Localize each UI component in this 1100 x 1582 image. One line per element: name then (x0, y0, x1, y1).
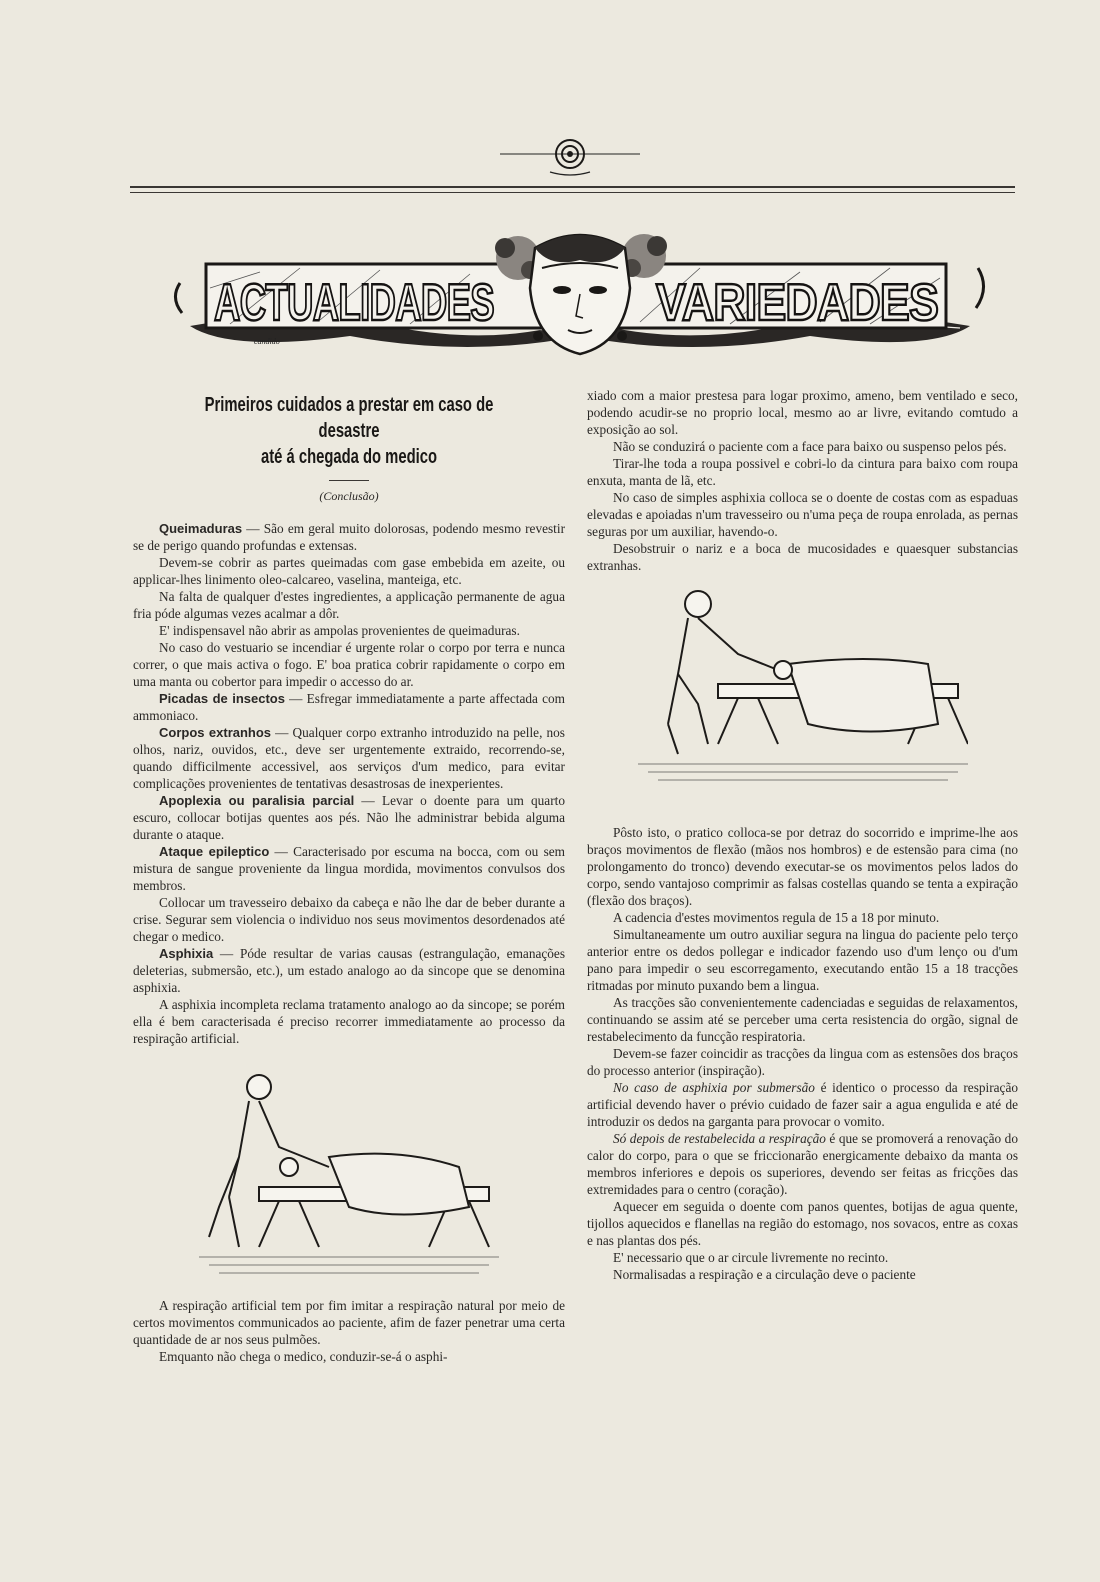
paragraph (587, 540, 1018, 574)
left-paragraphs-after-figure (133, 1297, 565, 1365)
paragraph (587, 1249, 1018, 1266)
paragraph (133, 588, 565, 622)
header-rule (130, 186, 1015, 188)
paragraph-italic: No caso de asphixia por submersão (613, 1080, 815, 1095)
paragraph-lead: Queimaduras (159, 521, 243, 536)
article-title-line-1: Primeiros cuidados a prestar em caso de desastre (204, 394, 494, 442)
paragraph-text: — Esfregar immediatamente a parte affectada com ammoniaco. (133, 691, 565, 723)
paragraph (587, 438, 1018, 455)
paragraph-text: Desobstruir o nariz e a boca de mucosidades e quaesquer substancias extranhas. (587, 541, 1018, 573)
title-divider (329, 480, 369, 481)
masthead-logo (480, 132, 660, 180)
paragraph-text: — Qualquer corpo extranho introduzido na pelle, nos olhos, nariz, ouvidos, etc., deve ser urgentemente extraido, recorrendo-se, quando difficilmente accessivel, aos serviços d'um medico, para evitar complicações provenientes de tentativas desastrosas de inexperientes. (133, 725, 565, 791)
paragraph (133, 843, 565, 894)
paragraph-text: xiado com a maior prestesa para logar proximo, ameno, bem ventilado e seco, podendo acudir-se no proprio local, mesmo ao ar livre, evitando comtudo a exposição ao sol. (587, 388, 1018, 437)
paragraph-text: Não se conduzirá o paciente com a face para baixo ou suspenso pelos pés. (613, 439, 1007, 454)
paragraph-text: Emquanto não chega o medico, conduzir-se-á o asphi- (159, 1349, 448, 1364)
paragraph-text: A asphixia incompleta reclama tratamento analogo ao da sincope; se porém ella é bem caracterisada é preciso recorrer immediatamente ao processo da respiração artificial. (133, 997, 565, 1046)
article-title (189, 392, 509, 470)
article-column-left (133, 392, 565, 1365)
paragraph (587, 1130, 1018, 1198)
figure-artificial-respiration-1 (199, 1047, 499, 1297)
paragraph-text: Collocar um travesseiro debaixo da cabeça e não lhe dar de beber durante a crise. Segurar sem violencia o individuo nos seus movimentos desordenados até chegar o medico. (133, 895, 565, 944)
paragraph-lead: Ataque epileptico (159, 844, 270, 859)
paragraph (587, 994, 1018, 1045)
paragraph-text: Pôsto isto, o pratico colloca-se por detraz do socorrido e imprime-lhe aos braços movimentos de flexão (mãos nos hombros) e de estensão para cima (no prolongamento do tronco) devendo executar-se os movimentos pelos lados do corpo, sendo vantajoso comprimir as falsas costellas quando se tenta a expiração (flexão dos braços). (587, 825, 1018, 908)
paragraph-lead: Picadas de insectos (159, 691, 285, 706)
paragraph (587, 926, 1018, 994)
paragraph (133, 554, 565, 588)
paragraph-text: é identico o processo da respiração artificial devendo haver o prévio cuidado de fazer sair a agua engulida e até de introduzir os dedos na garganta para provocar o vomito. (587, 1080, 1018, 1129)
paragraph-text: Devem-se fazer coincidir as tracções da lingua com as estensões dos braços do processo anterior (inspiração). (587, 1046, 1018, 1078)
paragraph (133, 724, 565, 792)
banner-right-word: VARIEDADES (656, 274, 938, 332)
paragraph-lead: Asphixia (159, 946, 214, 961)
article-column-right (587, 387, 1018, 1283)
paragraph-text: No caso de simples asphixia colloca se o doente de costas com as espaduas elevadas e apoiadas n'um travesseiro ou n'uma peça de roupa enrolada, as pernas seguras por um auxiliar, havendo-o. (587, 490, 1018, 539)
paragraph-text: No caso do vestuario se incendiar é urgente rolar o corpo por terra e nunca correr, o que mais activa o fogo. E' boa pratica cobrir rapidamente o corpo em uma manta ou cobertor para impedir o accesso do ar. (133, 640, 565, 689)
paragraph (587, 1079, 1018, 1130)
paragraph (587, 489, 1018, 540)
paragraph-text: A cadencia d'estes movimentos regula de 15 a 18 por minuto. (613, 910, 940, 925)
section-banner (170, 228, 990, 360)
paragraph-text: As tracções são convenientemente cadenciadas e seguidas de relaxamentos, continuando se assim até se perceber uma certa resistencia do orgão, signal de restabelecimento da funcção respiratoria. (587, 995, 1018, 1044)
paragraph-text: Aquecer em seguida o doente com panos quentes, botijas de agua quente, tijollos aquecidos e flanellas na região do estomago, nos sovacos, entre as coxas e nas plantas dos pés. (587, 1199, 1018, 1248)
left-paragraphs (133, 520, 565, 1047)
paragraph (133, 690, 565, 724)
article-title-line-2: até á chegada do medico (260, 446, 438, 468)
paragraph (587, 1198, 1018, 1249)
paragraph (587, 1045, 1018, 1079)
paragraph (133, 639, 565, 690)
paragraph (587, 824, 1018, 909)
header-rule-thin (130, 192, 1015, 193)
paragraph (133, 622, 565, 639)
paragraph-lead: Corpos extranhos (159, 725, 272, 740)
right-paragraphs-after-figure (587, 824, 1018, 1283)
paragraph-text: A respiração artificial tem por fim imitar a respiração natural por meio de certos movimentos communicados ao paciente, afim de fazer penetrar uma certa quantidade de ar nos seus pulmões. (133, 1298, 565, 1347)
paragraph-text: Simultaneamente um outro auxiliar segura na lingua do paciente pelo terço anterior entre os dedos pollegar e indicador fazendo uso d'um lenço ou d'um pano para impedir o seu escorregamento, executando então 15 a 18 tracções ritmadas por minuto puxando bem a lingua. (587, 927, 1018, 993)
paragraph (587, 455, 1018, 489)
paragraph-text: — São em geral muito dolorosas, podendo mesmo revestir se de perigo quando profundas e extensas. (133, 521, 565, 553)
paragraph-text: Normalisadas a respiração e a circulação deve o paciente (613, 1267, 916, 1282)
paragraph-text: Devem-se cobrir as partes queimadas com gase embebida em azeite, ou applicar-lhes linimento oleo-calcareo, vaselina, manteiga, etc. (133, 555, 565, 587)
paragraph (133, 1297, 565, 1348)
paragraph-italic: Só depois de restabelecida a respiração (613, 1131, 826, 1146)
paragraph (133, 520, 565, 554)
paragraph-text: — Caracterisado por escuma na bocca, com ou sem mistura de sangue proveniente da lingua mordida, movimentos convulsos dos membros. (133, 844, 565, 893)
paragraph (133, 792, 565, 843)
paragraph-lead: Apoplexia ou paralisia parcial (159, 793, 355, 808)
banner-left-word: ACTUALIDADES (214, 274, 494, 332)
paragraph-text: — Levar o doente para um quarto escuro, collocar botijas quentes aos pés. Não lhe administrar bebida alguma durante o ataque. (133, 793, 565, 842)
artist-signature: candido (254, 337, 280, 346)
paragraph-text: — Póde resultar de varias causas (estrangulação, emanações deleterias, submersão, etc.), um estado analogo ao da sincope que se denomina asphixia. (133, 946, 565, 995)
paragraph-text: E' necessario que o ar circule livremente no recinto. (613, 1250, 889, 1265)
paragraph (587, 909, 1018, 926)
paragraph (587, 387, 1018, 438)
right-paragraphs (587, 387, 1018, 574)
paragraph (133, 894, 565, 945)
paragraph-text: Na falta de qualquer d'estes ingredientes, a applicação permanente de agua fria póde algumas vezes acalmar a dôr. (133, 589, 565, 621)
paragraph-text: E' indispensavel não abrir as ampolas provenientes de queimaduras. (159, 623, 520, 638)
paragraph-text: é que se promoverá a renovação do calor do corpo, para o que se friccionarão energicamente debaixo da manta os membros inferiores e depois os superiores, devendo ser feitas as fricções das extremidades para o centro (coração). (587, 1131, 1018, 1197)
paragraph (133, 1348, 565, 1365)
paragraph (133, 996, 565, 1047)
paragraph (133, 945, 565, 996)
paragraph (587, 1266, 1018, 1283)
article-subtitle: (Conclusão) (319, 489, 379, 503)
paragraph-text: Tirar-lhe toda a roupa possivel e cobri-lo da cintura para baixo com roupa enxuta, manta de lã, etc. (587, 456, 1018, 488)
figure-artificial-respiration-2 (638, 574, 968, 824)
